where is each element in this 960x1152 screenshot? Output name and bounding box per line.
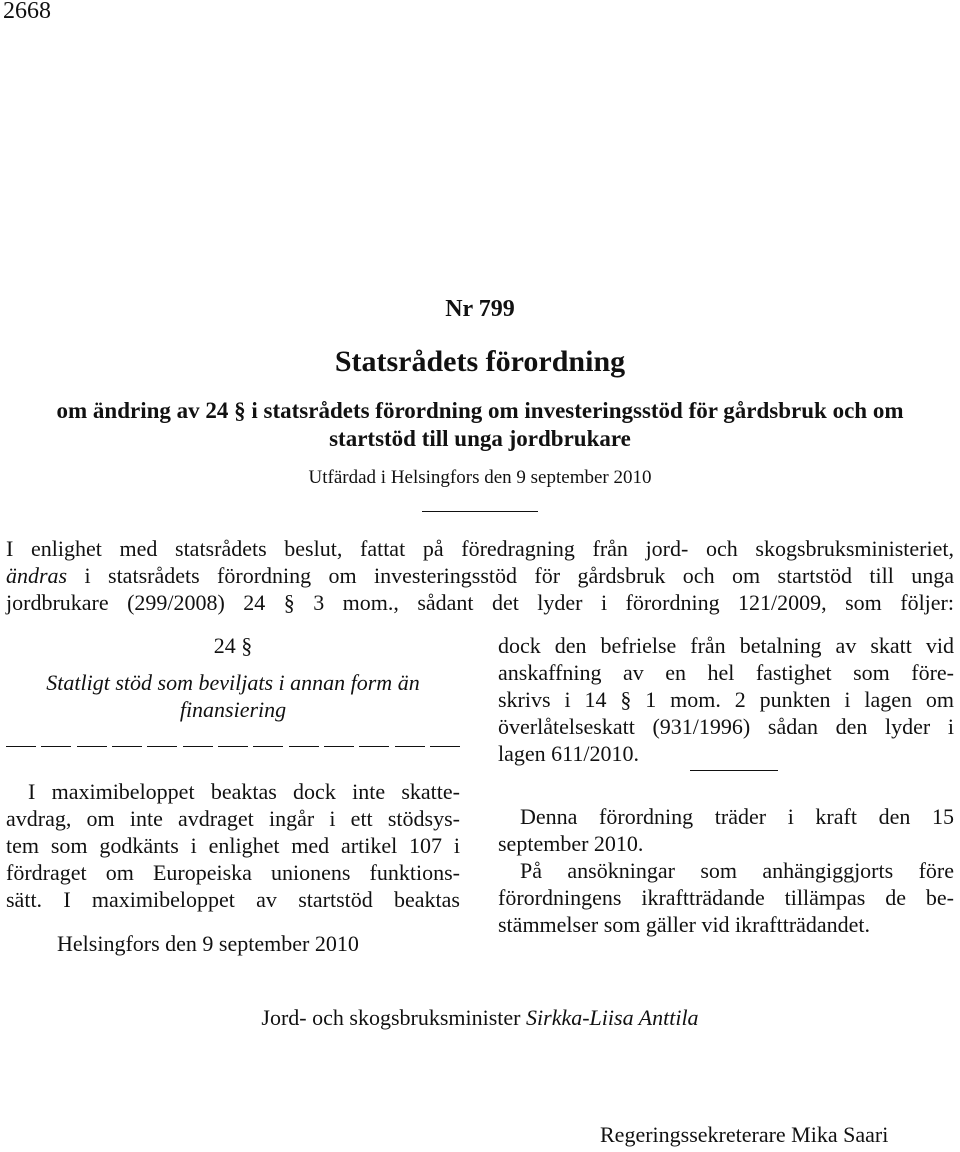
body-line: fördraget om Europeiska unionens funktions- bbox=[6, 860, 460, 885]
section-title-line-1: Statligt stöd som beviljats i annan form än bbox=[46, 670, 420, 695]
right-column bbox=[498, 632, 954, 938]
statute-number: Nr 799 bbox=[445, 296, 515, 322]
entry-into-force-line: Denna förordning träder i kraft den 15 bbox=[520, 804, 954, 829]
section-heading: 24 § bbox=[213, 633, 253, 658]
minister-title: Jord- och skogsbruksminister bbox=[261, 1005, 527, 1030]
body-line: tem som godkänts i enlighet med artikel 107 i bbox=[6, 833, 460, 858]
left-column bbox=[6, 632, 460, 913]
continuation-line: skrivs i 14 § 1 mom. 2 punkten i lagen om bbox=[498, 687, 954, 712]
document-title: Statsrådets förordning bbox=[334, 345, 626, 378]
preamble-line-2-text: i statsrådets förordning om investeringsstöd för gårdsbruk och om startstöd till unga bbox=[67, 563, 954, 588]
preamble bbox=[6, 535, 954, 616]
entry-into-force-line: september 2010. bbox=[498, 831, 644, 856]
continuation-line: anskaffning av en hel fastighet som före- bbox=[498, 660, 954, 685]
spacer bbox=[498, 767, 954, 803]
amend-keyword: ändras bbox=[6, 563, 68, 588]
transitional-line: förordningens ikraftträdande tillämpas de be- bbox=[498, 885, 954, 910]
continuation-line: överlåtelseskatt (931/1996) sådan den lyder i bbox=[498, 714, 954, 739]
body-line: sätt. I maximibeloppet av startstöd beaktas bbox=[6, 887, 460, 912]
secretary-signature: Regeringssekreterare Mika Saari bbox=[600, 1122, 889, 1147]
body-line: avdrag, om inte avdraget ingår i ett stödsys- bbox=[6, 806, 460, 831]
header-divider bbox=[422, 511, 538, 512]
page-number: 2668 bbox=[3, 0, 51, 24]
section-title-line-2: finansiering bbox=[179, 697, 287, 722]
document-subtitle bbox=[0, 397, 960, 453]
omission-dashes bbox=[6, 733, 460, 760]
continuation-line: dock den befrielse från betalning av skatt vid bbox=[498, 633, 954, 658]
place-and-date: Helsingfors den 9 september 2010 bbox=[57, 931, 359, 956]
minister-signature bbox=[0, 1005, 960, 1031]
end-of-text-divider bbox=[690, 770, 778, 771]
transitional-line: På ansökningar som anhängiggjorts före bbox=[520, 858, 954, 883]
body-line: I maximibeloppet beaktas dock inte skatte- bbox=[28, 779, 460, 804]
preamble-line-1: I enlighet med statsrådets beslut, fattat på föredragning från jord- och skogsbruksministeriet, bbox=[6, 536, 954, 561]
transitional-line: stämmelser som gäller vid ikraftträdandet. bbox=[498, 912, 871, 937]
preamble-line-2 bbox=[6, 562, 954, 589]
continuation-line: lagen 611/2010. bbox=[498, 741, 639, 766]
preamble-line-3: jordbrukare (299/2008) 24 § 3 mom., sådant det lyder i förordning 121/2009, som följer: bbox=[6, 590, 954, 615]
subtitle-line-1: om ändring av 24 § i statsrådets förordning om investeringsstöd för gårdsbruk och om bbox=[56, 398, 904, 423]
subtitle-line-2: startstöd till unga jordbrukare bbox=[329, 426, 631, 451]
issued-date: Utfärdad i Helsingfors den 9 september 2010 bbox=[308, 467, 652, 488]
minister-name: Sirkka-Liisa Anttila bbox=[526, 1005, 699, 1030]
